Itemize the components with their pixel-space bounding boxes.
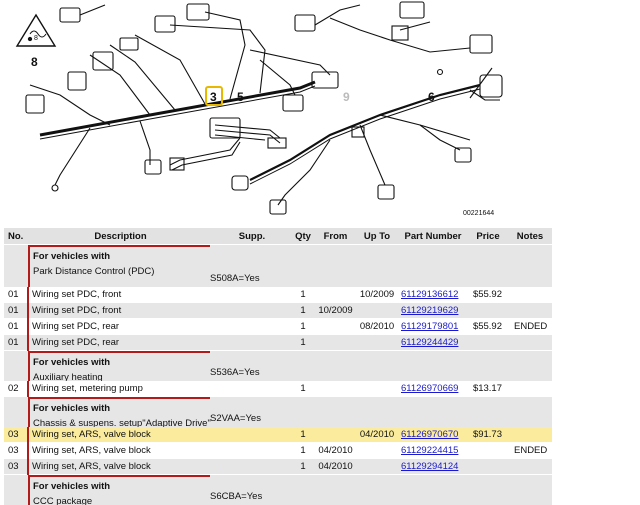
group-title: For vehicles with [33,356,210,370]
table-header-row [4,228,552,245]
row-no: 03 [4,459,28,475]
row-qty: 1 [291,287,315,303]
row-upto: 10/2009 [356,287,398,303]
row-supp [213,459,291,475]
row-supp [213,335,291,351]
col-header-description: Description [28,228,213,245]
row-price [468,303,508,319]
row-no: 01 [4,287,28,303]
row-qty: 1 [291,459,315,475]
right-harness [232,68,502,214]
row-upto [356,459,398,475]
row-price: $91.73 [468,427,508,443]
row-description: Wiring set PDC, front [28,303,213,319]
row-notes [508,335,552,351]
callout-6: 6 [428,90,435,104]
part-number-link[interactable]: 61129219629 [401,305,458,316]
col-header-qty: Qty [291,228,315,245]
row-price [468,443,508,459]
diagram-reference-number: 00221644 [463,210,494,217]
table-row[interactable] [4,303,552,319]
row-supp [213,381,291,397]
row-qty: 1 [291,427,315,443]
part-number-link[interactable]: 61129179801 [401,321,458,332]
row-supp [213,287,291,303]
callout-3[interactable]: 3 [210,90,217,104]
row-notes [508,427,552,443]
row-no: 03 [4,443,28,459]
part-number-link[interactable]: 61126970670 [401,429,458,440]
table-row-highlighted[interactable] [4,427,552,443]
group-subtitle: Park Distance Control (PDC) [33,264,210,280]
part-number-link[interactable]: 61129294124 [401,461,458,472]
part-number-link[interactable]: 61129136612 [401,289,458,300]
row-notes [508,459,552,475]
group-title: For vehicles with [33,480,210,494]
group-subtitle: CCC package [33,494,210,505]
row-qty: 1 [291,335,315,351]
row-no: 01 [4,335,28,351]
row-price: $13.17 [468,381,508,397]
col-header-notes: Notes [508,228,552,245]
row-from [315,335,356,351]
row-supp [213,303,291,319]
row-qty: 1 [291,303,315,319]
row-qty: 1 [291,319,315,335]
warning-icon-label: 8 [34,35,38,42]
table-row[interactable] [4,459,552,475]
group-subtitle: Chassis & suspens. setup"Adaptive Drive" [33,416,210,427]
row-upto [356,335,398,351]
row-description: Wiring set PDC, front [28,287,213,303]
row-upto: 08/2010 [356,319,398,335]
wiring-harness-illustration [0,0,640,225]
col-header-price: Price [468,228,508,245]
group-title: For vehicles with [33,402,210,416]
row-upto [356,381,398,397]
row-notes [508,303,552,319]
row-upto [356,303,398,319]
row-no: 01 [4,319,28,335]
row-from: 04/2010 [315,459,356,475]
table-row[interactable] [4,335,552,351]
table-row[interactable] [4,319,552,335]
col-header-from: From [315,228,356,245]
row-from [315,319,356,335]
row-description: Wiring set PDC, rear [28,319,213,335]
part-number-link[interactable]: 61126970669 [401,383,458,394]
part-number-link[interactable]: 61129244429 [401,337,458,348]
row-upto [356,443,398,459]
row-qty: 1 [291,443,315,459]
group-header-ccc-package [4,475,552,505]
group-supp: S2VAA=Yes [210,413,290,427]
group-supp: S508A=Yes [210,273,290,287]
callout-8: 8 [31,55,38,69]
row-no: 03 [4,427,28,443]
callout-5: 5 [237,90,244,104]
row-from [315,381,356,397]
group-supp: S536A=Yes [210,367,290,381]
row-price: $55.92 [468,287,508,303]
row-notes [508,287,552,303]
row-no: 02 [4,381,28,397]
row-supp [213,319,291,335]
row-notes: ENDED [508,443,552,459]
row-no: 01 [4,303,28,319]
connector-top-left [60,5,105,22]
row-price [468,459,508,475]
row-from: 04/2010 [315,443,356,459]
row-from [315,427,356,443]
upper-right-harness [295,2,492,75]
col-header-no: No. [4,228,28,245]
row-description: Wiring set, ARS, valve block [28,459,213,475]
row-description: Wiring set, metering pump [28,381,213,397]
group-header-pdc [4,245,552,288]
group-subtitle: Auxiliary heating [33,370,210,381]
group-title: For vehicles with [33,250,210,264]
row-qty: 1 [291,381,315,397]
col-header-part-number: Part Number [398,228,468,245]
row-supp [213,427,291,443]
flat-ribbon-cable [170,118,286,170]
row-price [468,335,508,351]
row-notes: ENDED [508,319,552,335]
row-description: Wiring set, ARS, valve block [28,443,213,459]
parts-diagram [0,0,640,225]
row-from [315,287,356,303]
table-row[interactable] [4,287,552,303]
part-number-link[interactable]: 61129224415 [401,445,458,456]
row-upto: 04/2010 [356,427,398,443]
row-from: 10/2009 [315,303,356,319]
col-header-upto: Up To [356,228,398,245]
group-supp: S6CBA=Yes [210,491,290,505]
group-header-aux-heating [4,351,552,382]
parts-table [4,228,552,505]
table-row[interactable] [4,443,552,459]
row-description: Wiring set PDC, rear [28,335,213,351]
row-supp [213,443,291,459]
table-row[interactable] [4,381,552,397]
col-header-supp: Supp. [213,228,291,245]
group-header-adaptive-drive [4,397,552,428]
callout-9: 9 [343,90,350,104]
row-notes [508,381,552,397]
main-wiring-bundle [30,12,330,185]
row-price: $55.92 [468,319,508,335]
row-description: Wiring set, ARS, valve block [28,427,213,443]
